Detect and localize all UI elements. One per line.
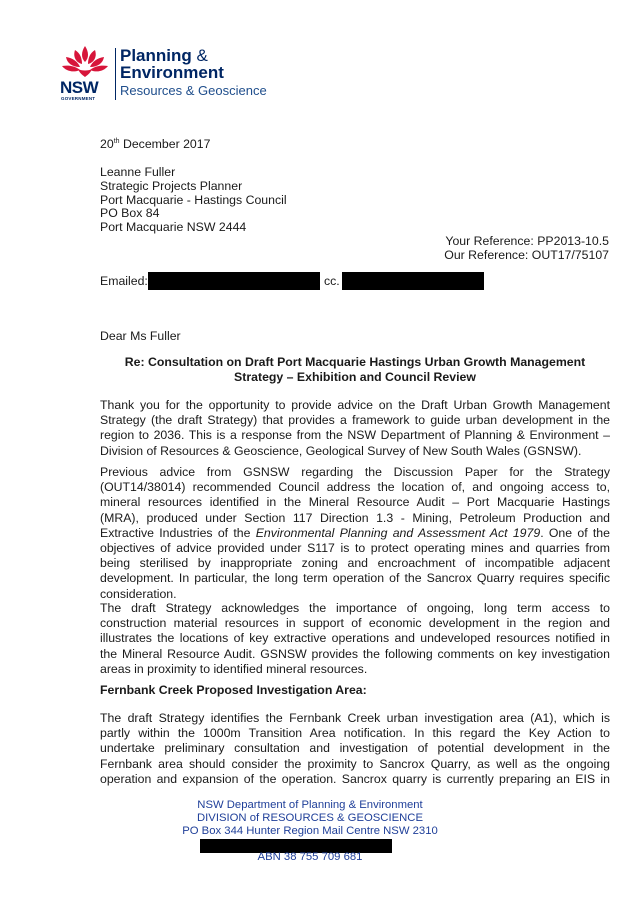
- emailed-label: Emailed:: [100, 274, 148, 288]
- recipient-suburb: Port Macquarie NSW 2444: [100, 220, 247, 234]
- footer-abn: ABN 38 755 709 681: [257, 851, 363, 863]
- recipient-organisation: Port Macquarie - Hastings Council: [100, 193, 287, 207]
- redacted-cc: [342, 272, 484, 290]
- our-reference: Our Reference: OUT17/75107: [444, 248, 609, 262]
- redacted-email: [148, 272, 320, 290]
- nsw-wordmark: NSW: [60, 78, 99, 97]
- logo-environment: Environment: [120, 63, 224, 82]
- cc-label: cc.: [324, 274, 340, 288]
- paragraph-previous-advice: Previous advice from GSNSW regarding the Discussion Paper for the Strategy (OUT14/38014) recommended Council address the location of, and ongoing access to, mineral resources identified in the Mineral Resource Audit – Port Macquarie Hastings (MRA), produced under Section 117 Direction 1.3 - Mining, Petroleum Production and Extractive Industries of the Environmental Planning and Assessment Act 1979. One of the objectives of advice provided under S117 is to protect operating mines and quarries from being sterilised by inappropriate zoning and encroachment of incompatible adjacent development. In particular, the long term operation of the Sancrox Quarry requires specific consideration.: [100, 465, 610, 601]
- footer-department: NSW Department of Planning & Environment: [197, 799, 423, 811]
- footer-po-box: PO Box 344 Hunter Region Mail Centre NSW 2310: [182, 825, 438, 837]
- paragraph-fernbank: The draft Strategy identifies the Fernbank Creek urban investigation area (A1), which is partly within the 1000m Transition Area notification. In this regard the Key Action to undertake preliminary consultation and investigation of potential development in the Fernbank area should consider the proximity to Sancrox Quarry, as well as the ongoing operation and expansion of the operation. Sancrox quarry is currently preparing an EIS in: [100, 711, 610, 786]
- logo-planning: Planning &: [120, 46, 208, 65]
- your-reference: Your Reference: PP2013-10.5: [445, 234, 609, 248]
- paragraph-strategy: The draft Strategy acknowledges the importance of ongoing, long term access to construction material resources in support of economic development in the region and illustrates the locations of key extractive operations and undeveloped resources notified in the Mineral Resource Audit. GSNSW provides the following comments on key investigation areas in proximity to identified mineral resources.: [100, 601, 610, 676]
- logo-divider: [115, 48, 116, 100]
- recipient-name: Leanne Fuller: [100, 165, 176, 179]
- footer-address: [150, 799, 470, 838]
- logo-resources: Resources & Geoscience: [120, 83, 267, 98]
- letter-date: 20th December 2017: [100, 137, 211, 151]
- recipient-title: Strategic Projects Planner: [100, 179, 243, 193]
- recipient-po-box: PO Box 84: [100, 206, 160, 220]
- nsw-planning-logo: [60, 44, 280, 106]
- salutation: Dear Ms Fuller: [100, 329, 181, 343]
- subject-heading: Re: Consultation on Draft Port Macquarie Hastings Urban Growth Management Strategy – Exhibition and Council Review: [124, 355, 586, 384]
- paragraph-intro: Thank you for the opportunity to provide advice on the Draft Urban Growth Management Strategy (the draft Strategy) that provides a framework to guide urban development in the region to 2036. This is a response from the NSW Department of Planning & Environment – Division of Resources & Geoscience, Geological Survey of New South Wales (GSNSW).: [100, 398, 610, 458]
- waratah-icon: [60, 44, 110, 80]
- section-heading-fernbank: Fernbank Creek Proposed Investigation Area:: [100, 683, 367, 697]
- footer-division: DIVISION of RESOURCES & GEOSCIENCE: [197, 812, 423, 824]
- government-label: GOVERNMENT: [61, 96, 96, 101]
